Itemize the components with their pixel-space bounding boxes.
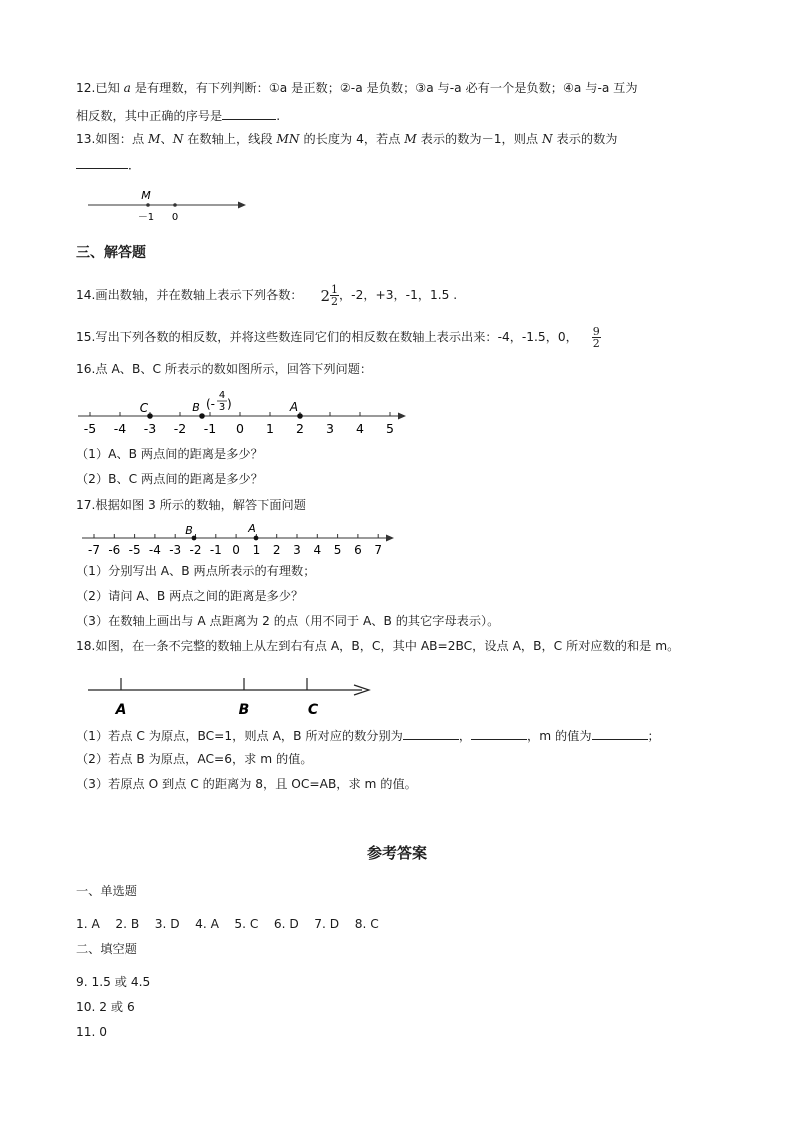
point-label-b: B — [238, 702, 250, 718]
question-17-sub-1: （1）分别写出 A、B 两点所表示的有理数； — [76, 564, 316, 578]
answer-blank — [471, 726, 527, 740]
question-18-sub-1: （1）若点 C 为原点，BC=1，则点 A，B 所对应的数分别为 ， ，m 的值为 ； — [76, 726, 660, 744]
point-label-b: B — [192, 401, 200, 414]
tick-label: -2 — [189, 543, 202, 557]
answer-blank — [592, 726, 648, 740]
answer-blank — [222, 106, 276, 120]
point-label-a: A — [289, 400, 299, 414]
tick-label: 5 — [386, 421, 394, 436]
tick-label: -2 — [173, 421, 187, 436]
b-value-open: (- — [206, 397, 216, 411]
answers-section-1: 一、单选题 — [76, 884, 137, 898]
point-label-a: A — [248, 522, 256, 535]
question-17-sub-3: （3）在数轴上画出与 A 点距离为 2 的点（用不同于 A、B 的其它字母表示）。 — [76, 614, 500, 628]
answer-9: 9. 1.5 或 4.5 — [76, 975, 151, 989]
tick-label-neg1: －1 — [137, 212, 155, 223]
tick-label: 5 — [333, 543, 342, 557]
number-line-figure-13 — [86, 186, 246, 226]
b-value-close: ) — [227, 397, 232, 411]
tick-label: -1 — [209, 543, 222, 557]
answer-10: 10. 2 或 6 — [76, 1000, 135, 1014]
tick-label: -7 — [88, 543, 100, 557]
tick-label: 7 — [374, 543, 383, 557]
answer-11: 11. 0 — [76, 1025, 108, 1039]
fraction: $\frac{1}{2}$ — [331, 283, 338, 308]
tick-label: -6 — [108, 543, 121, 557]
point-label-m: M — [141, 189, 151, 202]
point-origin — [173, 203, 177, 207]
fraction: $\frac{9}{2}$ — [592, 325, 600, 350]
tick-label: 1 — [266, 421, 274, 436]
tick-label: -1 — [203, 421, 217, 436]
answers-section-2: 二、填空题 — [76, 942, 137, 956]
number-line-figure-16 — [76, 386, 408, 436]
question-12-line-2: 相反数，其中正确的序号是 . — [76, 106, 280, 124]
question-17-sub-2: （2）请问 A、B 两点之间的距离是多少？ — [76, 589, 304, 603]
section-heading: 三、解答题 — [76, 245, 146, 261]
tick-label: -3 — [169, 543, 182, 557]
point-label-c: C — [307, 702, 319, 718]
tick-label: 4 — [356, 421, 364, 436]
question-17-stem: 17.根据如图 3 所示的数轴，解答下面问题 — [76, 498, 306, 512]
tick-label: 0 — [236, 421, 244, 436]
tick-label-0: 0 — [171, 212, 179, 223]
tick-label: 1 — [252, 543, 261, 557]
point-a — [297, 413, 303, 419]
number-line-figure-17 — [80, 521, 396, 557]
point-label-a: A — [115, 702, 127, 718]
point-label-b: B — [185, 524, 193, 537]
point-label-c: C — [139, 401, 149, 415]
question-16-stem: 16.点 A、B、C 所表示的数如图所示，回答下列问题： — [76, 362, 373, 376]
axis-arrow — [398, 413, 406, 420]
tick-label: 0 — [232, 543, 240, 557]
tick-label: -5 — [83, 421, 97, 436]
tick-label: 6 — [354, 543, 362, 557]
point-a — [254, 536, 259, 541]
b-value-denominator: 3 — [218, 402, 226, 413]
tick-label: -4 — [113, 421, 127, 436]
tick-label: 3 — [326, 421, 334, 436]
answers-title: 参考答案 — [366, 844, 427, 862]
question-16-sub-2: （2）B、C 两点间的距离是多少？ — [76, 472, 263, 486]
axis-arrow — [386, 535, 394, 542]
tick-label: -5 — [128, 543, 141, 557]
answers-multiple-choice: 1. A 2. B 3. D 4. A 5. C 6. D 7. D 8. C — [76, 917, 379, 931]
tick-label: -4 — [148, 543, 161, 557]
point-b — [199, 413, 205, 419]
question-13-line-1: 13.如图：点 M、N 在数轴上，线段 MN 的长度为 4，若点 M 表示的数为－1，则点 N 表示的数为 — [76, 132, 618, 146]
tick-label: 2 — [272, 543, 281, 557]
tick-label: -3 — [143, 421, 157, 436]
question-16-sub-1: （1）A、B 两点间的距离是多少？ — [76, 447, 263, 461]
question-18-sub-3: （3）若原点 O 到点 C 的距离为 8，且 OC=AB，求 m 的值。 — [76, 777, 417, 791]
question-15: 15.写出下列各数的相反数，并将这些数连同它们的相反数在数轴上表示出来：-4，-1.5，0， $\frac{9}{2}$ — [76, 325, 600, 350]
point-m — [146, 203, 150, 207]
question-18-stem: 18.如图，在一条不完整的数轴上从左到右有点 A，B，C，其中 AB=2BC，设点 A，B，C 所对应数的和是 m。 — [76, 639, 680, 653]
question-12-line-1: 12.已知 a 是有理数，有下列判断：①a 是正数；②-a 是负数；③a 与-a 必有一个是负数；④a 与-a 互为 — [76, 81, 638, 95]
tick-label: 4 — [313, 543, 322, 557]
answer-blank — [403, 726, 459, 740]
tick-label: 2 — [296, 421, 304, 436]
question-14: 14.画出数轴，并在数轴上表示下列各数： 2 $\frac{1}{2}$ ，-2，+3，-1，1.5 . — [76, 283, 458, 308]
tick-label: 3 — [293, 543, 301, 557]
answer-blank — [76, 155, 128, 169]
number-line-figure-18 — [86, 674, 376, 720]
question-18-sub-2: （2）若点 B 为原点，AC=6，求 m 的值。 — [76, 752, 313, 766]
question-13-line-2: ． — [76, 155, 140, 173]
axis-arrow — [238, 202, 246, 209]
b-value-numerator: 4 — [218, 390, 226, 401]
